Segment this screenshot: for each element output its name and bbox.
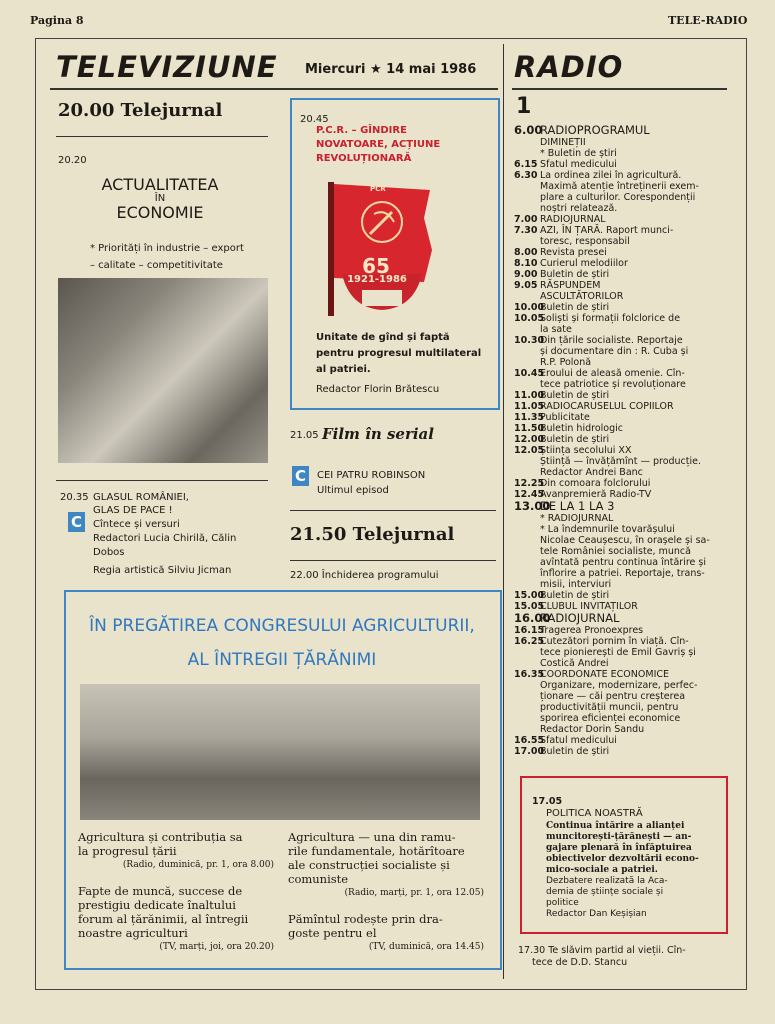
film-title: Film în serial xyxy=(322,425,434,443)
radio-last-2: tece de D.D. Stancu xyxy=(532,957,628,968)
radio-item-text: tece pionierești de Emil Gavriș și xyxy=(540,647,696,658)
radio-item xyxy=(514,192,729,203)
radio-item xyxy=(514,658,729,669)
section-name: TELE-RADIO xyxy=(668,14,748,27)
radio-item-text: Sfatul medicului xyxy=(540,735,617,746)
radio-item-time: 7.00 xyxy=(514,214,538,225)
radio-header: RADIO xyxy=(514,50,624,84)
radio-item xyxy=(514,124,729,137)
radio-item-time: 11.35 xyxy=(514,412,545,423)
radio-item-text: * RADIOJURNAL xyxy=(540,513,614,524)
radio-item xyxy=(514,203,729,214)
radio-item xyxy=(514,557,729,568)
radio-item-text: Buletin de știri xyxy=(540,434,610,445)
radio-item-text: DIMINEȚII xyxy=(540,137,586,148)
radio-item-time: 8.10 xyxy=(514,258,538,269)
glas-line-1: Cîntece și versuri xyxy=(93,519,180,530)
glas-title-2: GLAS DE PACE ! xyxy=(93,505,173,516)
radio-item-time: 15.05 xyxy=(514,601,545,612)
radio-item-time: 7.30 xyxy=(514,225,538,236)
radio-item-time: 16.25 xyxy=(514,636,545,647)
radio-item xyxy=(514,137,729,148)
radio-item xyxy=(514,379,729,390)
closing: 22.00 Închiderea programului xyxy=(290,570,439,581)
radio-item xyxy=(514,280,729,291)
glas-title-1: GLASUL ROMÂNIEI, xyxy=(93,492,189,503)
radio-item-text: Publicitate xyxy=(540,412,590,423)
radio-item xyxy=(514,500,729,513)
radio-item-text: noștri relatează. xyxy=(540,203,618,214)
radio-item xyxy=(514,247,729,258)
radio-item-text: Buletin de știri xyxy=(540,590,610,601)
glas-line-3: Dobos xyxy=(93,547,125,558)
radio-item xyxy=(514,269,729,280)
divider xyxy=(290,510,496,511)
radio-item-text: La ordinea zilei în agricultură. xyxy=(540,170,682,181)
radio-item xyxy=(514,691,729,702)
radio-item-text: ționare — căi pentru creșterea xyxy=(540,691,686,702)
radio-item xyxy=(514,456,729,467)
radio-item-time: 12.05 xyxy=(514,445,545,456)
radio-item xyxy=(514,390,729,401)
radio-item-time: 10.05 xyxy=(514,313,545,324)
radio-item-text: Eroului de aleasă omenie. Cîn- xyxy=(540,368,685,379)
congres-col-1: Agricultura și contribuția sa la progresul țării (Radio, duminică, pr. 1, ora 8.00) Fapte de muncă, succese de prestigiu dedicate înaltului forum al țărănimii, al întregii noastre agriculturi (TV, marți, joi, ora 20.20) xyxy=(78,830,274,952)
radio-item-text: AZI, ÎN ȚARĂ. Raport munci- xyxy=(540,225,674,236)
radio-item-text: Buletin de știri xyxy=(540,746,610,757)
radio-item-text: Din țările socialiste. Reportaje xyxy=(540,335,683,346)
radio-item-text: DE LA 1 LA 3 xyxy=(540,499,615,513)
flag-letters: PCR xyxy=(370,185,386,193)
radio-item xyxy=(514,746,729,757)
radio-item-text: COORDONATE ECONOMICE xyxy=(540,669,670,680)
glas-line-4: Regia artistică Silviu Jicman xyxy=(93,565,232,576)
date: Miercuri ★ 14 mai 1986 xyxy=(305,62,477,77)
radio-item xyxy=(514,669,729,680)
radio-item xyxy=(514,713,729,724)
radio-item-text: sporirea eficienței economice xyxy=(540,713,681,724)
pcr-description: Unitate de gînd și faptă pentru progresul multilateral al patriei. xyxy=(316,332,482,375)
radio-item-text: Buletin de știri xyxy=(540,302,610,313)
divider xyxy=(56,136,268,137)
radio-item-time: 12.25 xyxy=(514,478,545,489)
radio-item xyxy=(514,236,729,247)
tv-header: TELEVIZIUNE xyxy=(56,50,278,84)
radio-item-text: și documentare din : R. Cuba și xyxy=(540,346,689,357)
workers-photo xyxy=(58,278,268,463)
eco-sub-2: – calitate – competitivitate xyxy=(90,260,223,271)
radio-item-text: Din comoara folclorului xyxy=(540,478,651,489)
radio-item xyxy=(514,478,729,489)
telejurnal-2: 21.50 Telejurnal xyxy=(290,524,455,545)
radio-item-time: 17.00 xyxy=(514,746,545,757)
divider xyxy=(56,480,268,481)
radio-item xyxy=(514,680,729,691)
radio-item xyxy=(514,625,729,636)
radio-item-text: plare a culturilor. Corespondenții xyxy=(540,192,696,203)
eco-sub-1: * Priorități în industrie – export xyxy=(90,243,244,254)
pcr-time: 20.45 xyxy=(300,114,329,125)
radio-item xyxy=(514,735,729,746)
radio-item-time: 9.00 xyxy=(514,269,538,280)
eco-title: ACTUALITATEA ÎN ECONOMIE xyxy=(101,175,219,222)
politica-time: 17.05 xyxy=(532,796,563,807)
radio-item-text: RADIOJURNAL xyxy=(540,611,620,625)
radio-item xyxy=(514,225,729,236)
film-line-2: Ultimul episod xyxy=(317,485,389,496)
radio-item-text: Avanpremieră Radio-TV xyxy=(540,489,652,500)
radio-item-text: RĂSPUNDEM xyxy=(540,280,601,291)
radio-item-time: 8.00 xyxy=(514,247,538,258)
radio-item-text: Știința secolului XX xyxy=(540,445,632,456)
flag-number: 65 xyxy=(362,254,390,278)
radio-item-text: Știință — învățămînt — producție. xyxy=(540,456,702,467)
radio-item-time: 16.00 xyxy=(514,611,551,625)
radio-item xyxy=(514,258,729,269)
radio-item xyxy=(514,445,729,456)
radio-item-text: RADIOCARUSELUL COPIILOR xyxy=(540,401,674,412)
pcr-editor: Redactor Florin Brătescu xyxy=(316,384,440,395)
radio-item-time: 11.50 xyxy=(514,423,545,434)
radio-item xyxy=(514,546,729,557)
divider xyxy=(290,560,496,561)
radio-item-text: Redactor Dorin Sandu xyxy=(540,724,645,735)
radio-item-text: Buletin de știri xyxy=(540,269,610,280)
radio-item-time: 6.30 xyxy=(514,170,538,181)
radio-item-time: 9.05 xyxy=(514,280,538,291)
film-line-1: CEI PATRU ROBINSON xyxy=(317,470,426,481)
color-broadcast-icon: C xyxy=(292,466,309,486)
radio-item xyxy=(514,467,729,478)
telejurnal-1: 20.00 Telejurnal xyxy=(58,100,223,121)
radio-item-text: R.P. Polonă xyxy=(540,357,592,368)
radio-item xyxy=(514,148,729,159)
radio-item-time: 13.00 xyxy=(514,499,551,513)
radio-item-text: înflorire a patriei. Reportaje, trans- xyxy=(540,568,705,579)
politica-title: POLITICA NOASTRĂ xyxy=(546,808,643,819)
radio-item xyxy=(514,590,729,601)
radio-item-text: RADIOJURNAL xyxy=(540,214,606,225)
color-broadcast-icon: C xyxy=(68,512,85,532)
radio-item xyxy=(514,357,729,368)
radio-item xyxy=(514,423,729,434)
glas-line-2: Redactori Lucia Chirilă, Călin xyxy=(93,533,237,544)
radio-item-text: tele României socialiste, muncă xyxy=(540,546,691,557)
radio-item-text: Curierul melodiilor xyxy=(540,258,628,269)
radio-program-number: 1 xyxy=(516,94,532,119)
harvester-photo xyxy=(80,684,480,820)
page-number: Pagina 8 xyxy=(30,14,84,27)
radio-item xyxy=(514,702,729,713)
film-time: 21.05 xyxy=(290,430,319,441)
radio-item-text: Nicolae Ceaușescu, în orașele și sa- xyxy=(540,535,710,546)
radio-item xyxy=(514,636,729,647)
radio-item xyxy=(514,181,729,192)
radio-item-text: la sate xyxy=(540,324,572,335)
radio-item xyxy=(514,346,729,357)
column-divider xyxy=(503,44,504,979)
radio-item-time: 6.00 xyxy=(514,123,543,137)
radio-item xyxy=(514,535,729,546)
radio-item-text: * La îndemnurile tovarășului xyxy=(540,524,675,535)
radio-item-text: Soliști și formații folclorice de xyxy=(540,313,681,324)
radio-item-time: 16.55 xyxy=(514,735,545,746)
radio-item xyxy=(514,612,729,625)
radio-item xyxy=(514,335,729,346)
radio-item-time: 16.15 xyxy=(514,625,545,636)
radio-item-text: Maximă atenție întreținerii exem- xyxy=(540,181,699,192)
radio-item-time: 11.05 xyxy=(514,401,545,412)
radio-item-time: 6.15 xyxy=(514,159,538,170)
flag-years: 1921-1986 xyxy=(347,274,407,285)
radio-item-text: Organizare, modernizare, perfec- xyxy=(540,680,698,691)
radio-item-text: Buletin de știri xyxy=(540,390,610,401)
radio-item xyxy=(514,170,729,181)
radio-item xyxy=(514,579,729,590)
radio-item-text: RADIOPROGRAMUL xyxy=(540,123,650,137)
radio-item-text: Cutezători pornim în viață. Cîn- xyxy=(540,636,689,647)
radio-item-time: 10.45 xyxy=(514,368,545,379)
radio-item-text: Redactor Andrei Banc xyxy=(540,467,643,478)
radio-item xyxy=(514,159,729,170)
radio-item-text: tece patriotice și revoluționare xyxy=(540,379,686,390)
radio-item-text: Tragerea Pronoexpres xyxy=(540,625,644,636)
radio-item-text: avîntată pentru continua întărire și xyxy=(540,557,706,568)
eco-time: 20.20 xyxy=(58,155,87,166)
radio-item-time: 16.35 xyxy=(514,669,545,680)
radio-item xyxy=(514,724,729,735)
radio-item-time: 11.00 xyxy=(514,390,545,401)
radio-item-time: 12.45 xyxy=(514,489,545,500)
radio-item-text: Buletin hidrologic xyxy=(540,423,623,434)
radio-item-time: 12.00 xyxy=(514,434,545,445)
congres-col-2: Agricultura — una din ramu- rile fundamentale, hotărîtoare ale construcției socialiste și comuniste (Radio, marți, pr. 1, ora 12.05) Pămîntul rodește prin dra- goste pentru el (TV, duminică, ora 14.45) xyxy=(288,830,484,952)
radio-item xyxy=(514,412,729,423)
radio-item-text: misii, interviuri xyxy=(540,579,612,590)
radio-item xyxy=(514,214,729,225)
radio-schedule xyxy=(514,124,729,757)
glas-time: 20.35 xyxy=(60,492,89,503)
radio-item xyxy=(514,434,729,445)
radio-item-time: 15.00 xyxy=(514,590,545,601)
radio-item-text: Costică Andrei xyxy=(540,658,609,669)
radio-item xyxy=(514,524,729,535)
radio-item xyxy=(514,401,729,412)
radio-item xyxy=(514,568,729,579)
tv-header-rule xyxy=(50,88,498,90)
radio-item-text: Sfatul medicului xyxy=(540,159,617,170)
radio-item-text: * Buletin de știri xyxy=(540,148,617,159)
pcr-title: P.C.R. – GÎNDIRE NOVATOARE, ACȚIUNE REVOLUȚIONARĂ xyxy=(316,125,441,164)
radio-item-text: toresc, responsabil xyxy=(540,236,630,247)
radio-item-text: productivității muncii, pentru xyxy=(540,702,679,713)
radio-item-time: 10.00 xyxy=(514,302,545,313)
radio-item xyxy=(514,302,729,313)
congres-title: ÎN PREGĂTIREA CONGRESULUI AGRICULTURII, AL ÎNTREGII ȚĂRĂNIMI xyxy=(89,616,475,670)
radio-header-rule xyxy=(512,88,727,90)
radio-last-1: 17.30 Te slăvim partid al vieții. Cîn- xyxy=(518,945,686,956)
radio-item xyxy=(514,291,729,302)
radio-item-text: ASCULTĂTORILOR xyxy=(540,291,624,302)
radio-item xyxy=(514,368,729,379)
radio-item-time: 10.30 xyxy=(514,335,545,346)
radio-item xyxy=(514,647,729,658)
radio-item xyxy=(514,324,729,335)
radio-item xyxy=(514,513,729,524)
pcr-flag-emblem xyxy=(320,178,438,318)
radio-item xyxy=(514,313,729,324)
radio-item-text: Revista presei xyxy=(540,247,607,258)
politica-desc: Continua întărire a alianței muncitorești-țărănești — an- gajare plenară în înfăptuirea obiectivelor dezvoltării econo- mico-sociale a patriei. Dezbatere realizată la Aca- demia de științe sociale și politice Redactor Dan Keșișian xyxy=(546,821,699,919)
radio-item-text: CLUBUL INVITAȚILOR xyxy=(540,601,638,612)
